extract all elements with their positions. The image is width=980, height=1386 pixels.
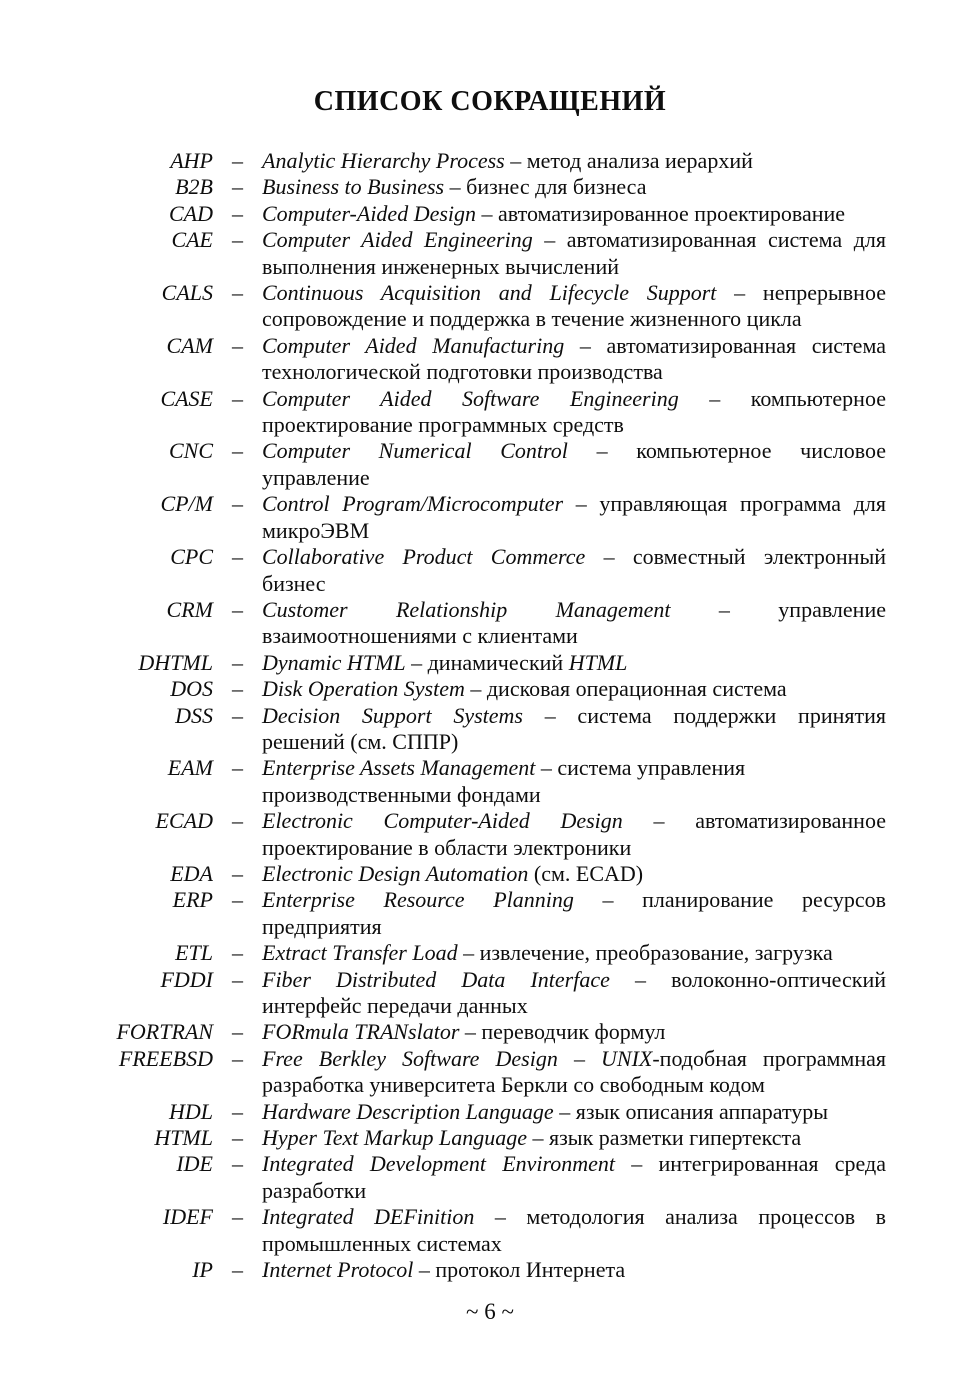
dash-separator: – — [232, 174, 243, 200]
dash-separator: – — [232, 702, 243, 728]
definition-russian-text: управление — [262, 464, 370, 490]
definition-russian-text: – методология анализа процессов в — [474, 1204, 886, 1230]
abbr-definition — [262, 940, 886, 966]
abbreviation-entry — [100, 280, 980, 333]
abbr-term: ETL — [175, 940, 213, 966]
dash-separator: – — [232, 1257, 243, 1283]
dash-separator: – — [232, 438, 243, 464]
abbr-term: CP/M — [160, 491, 213, 517]
abbr-definition — [262, 1046, 886, 1099]
definition-line — [262, 755, 886, 781]
dash-separator: – — [232, 1151, 243, 1177]
abbr-term: FDDI — [160, 966, 213, 992]
definition-english-text: Internet Protocol — [262, 1257, 414, 1283]
abbreviation-entry — [100, 650, 980, 676]
abbreviation-entry — [100, 333, 980, 386]
definition-english-text: HTML — [568, 649, 628, 675]
definition-english-text: Hardware Description Language — [262, 1098, 554, 1124]
definition-line — [262, 280, 886, 306]
definition-line — [262, 1125, 886, 1151]
definition-line — [262, 1151, 886, 1177]
definition-russian-text: технологической подготовки производства — [262, 359, 663, 385]
definition-russian-text: – автоматизированное — [622, 808, 886, 834]
definition-english-text: Business to Business — [262, 174, 445, 200]
definition-english-text: Computer Aided Engineering — [262, 227, 533, 253]
abbreviation-entry — [100, 1151, 980, 1204]
definition-line — [262, 1072, 886, 1098]
definition-russian-text: – извлечение, преобразование, загрузка — [457, 940, 833, 966]
abbr-term: EAM — [167, 755, 213, 781]
definition-line — [262, 386, 886, 412]
definition-line — [262, 940, 886, 966]
abbr-definition — [262, 703, 886, 756]
abbr-definition — [262, 1257, 886, 1283]
abbr-definition — [262, 386, 886, 439]
abbr-term: IDEF — [162, 1204, 213, 1230]
definition-russian-text: решений (см. СППР) — [262, 728, 459, 754]
abbreviation-entry — [100, 386, 980, 439]
definition-russian-text: – совместный электронный — [585, 544, 887, 570]
abbreviation-entry — [100, 755, 980, 808]
abbreviation-entry — [100, 1257, 980, 1283]
definition-english-text: Disk Operation System — [262, 676, 465, 702]
definition-russian-text: интерфейс передачи данных — [262, 993, 528, 1018]
definition-english-text: Computer Aided Manufacturing — [262, 332, 565, 358]
definition-line — [262, 1204, 886, 1230]
definition-line — [262, 148, 886, 174]
dash-separator: – — [232, 148, 243, 173]
definition-russian-text: – бизнес для бизнеса — [444, 174, 647, 200]
definition-russian-text: – непрерывное — [716, 280, 886, 306]
abbr-definition — [262, 1125, 886, 1151]
abbr-term: FORTRAN — [116, 1019, 213, 1045]
abbreviation-entry — [100, 1204, 980, 1257]
definition-line — [262, 1257, 886, 1283]
abbr-term: DOS — [170, 676, 213, 702]
definition-russian-text: – автоматизированное проектирование — [476, 200, 846, 226]
definition-line — [262, 518, 886, 544]
definition-russian-text: предприятия — [262, 913, 382, 939]
abbr-term: B2B — [175, 174, 213, 200]
dash-separator: – — [232, 940, 243, 966]
abbreviation-entry — [100, 544, 980, 597]
definition-english-text: Customer Relationship Management — [262, 596, 671, 622]
dash-separator: – — [232, 1098, 243, 1124]
definition-russian-text: – планирование ресурсов — [573, 887, 886, 913]
abbreviation-entry — [100, 438, 980, 491]
abbreviation-entry — [100, 861, 980, 887]
definition-russian-text: (см. ECAD) — [528, 860, 644, 886]
definition-english-text: Computer Numerical Control — [262, 438, 568, 464]
definition-russian-text: – автоматизированная система для — [532, 227, 886, 253]
abbreviation-entry — [100, 887, 980, 940]
dash-separator: – — [232, 649, 243, 675]
abbreviation-entry — [100, 1046, 980, 1099]
definition-line — [262, 174, 886, 200]
abbr-definition — [262, 333, 886, 386]
abbr-term: CASE — [160, 385, 213, 411]
dash-separator: – — [232, 227, 243, 253]
definition-english-text: Fiber Distributed Data Interface — [262, 966, 610, 992]
page-title: СПИСОК СОКРАЩЕНИЙ — [313, 86, 667, 117]
definition-line — [262, 808, 886, 834]
abbr-term: ERP — [172, 887, 213, 913]
abbr-definition — [262, 1099, 886, 1125]
abbreviation-entry — [100, 201, 980, 227]
abbr-term: AHP — [170, 148, 213, 173]
definition-russian-text: – язык описания аппаратуры — [553, 1098, 829, 1124]
definition-line — [262, 201, 886, 227]
definition-russian-text: – управление — [670, 596, 886, 622]
definition-line — [262, 967, 886, 993]
definition-line — [262, 835, 886, 861]
abbreviation-entry — [100, 148, 980, 174]
definition-line — [262, 676, 886, 702]
definition-russian-text: промышленных системах — [262, 1230, 502, 1256]
abbr-term: CAD — [169, 200, 213, 226]
definition-english-text: Continuous Acquisition and Lifecycle Support — [262, 280, 717, 306]
dash-separator: – — [232, 280, 243, 306]
definition-english-text: Electronic Design Automation — [262, 860, 529, 886]
abbreviation-entry — [100, 227, 980, 280]
dash-separator: – — [232, 887, 243, 913]
definition-english-text: Electronic Computer-Aided Design — [262, 808, 623, 834]
definition-line — [262, 1231, 886, 1257]
abbreviation-list — [100, 148, 980, 1283]
abbr-term: FREEBSD — [118, 1045, 213, 1071]
definition-line — [262, 333, 886, 359]
definition-russian-text: – язык разметки гипертекста — [527, 1125, 802, 1151]
definition-russian-text: бизнес — [262, 570, 326, 596]
definition-english-text: Free Berkley Software Design — [262, 1045, 558, 1071]
dash-separator: – — [232, 1019, 243, 1045]
definition-russian-text: выполнения инженерных вычислений — [262, 253, 619, 279]
definition-russian-text: разработки — [262, 1177, 367, 1203]
abbr-definition — [262, 174, 886, 200]
dash-separator: – — [232, 860, 243, 886]
definition-line — [262, 650, 886, 676]
definition-russian-text: – компьютерное числовое — [567, 438, 886, 464]
abbreviation-entry — [100, 174, 980, 200]
definition-english-text: Enterprise Resource Planning — [262, 887, 574, 913]
definition-russian-text: – система управления — [535, 755, 746, 781]
definition-line — [262, 359, 886, 385]
abbr-term: IDE — [176, 1151, 213, 1177]
abbreviation-entry — [100, 808, 980, 861]
definition-line — [262, 412, 886, 438]
definition-english-text: UNIX — [601, 1045, 653, 1071]
definition-line — [262, 914, 886, 940]
definition-line — [262, 1178, 886, 1204]
abbr-definition — [262, 887, 886, 940]
definition-line — [262, 597, 886, 623]
abbreviation-entry — [100, 597, 980, 650]
definition-english-text: FORmula TRANslator — [262, 1019, 460, 1045]
abbr-term: CNC — [168, 438, 213, 464]
definition-russian-text: – компьютерное — [678, 385, 886, 411]
abbr-term: HTML — [154, 1125, 213, 1151]
definition-english-text: Dynamic HTML — [262, 649, 406, 675]
definition-russian-text: – переводчик формул — [459, 1019, 666, 1045]
page-number: ~ 6 ~ — [466, 1299, 514, 1325]
definition-line — [262, 729, 886, 755]
definition-english-text: Collaborative Product Commerce — [262, 544, 586, 570]
dash-separator: – — [232, 596, 243, 622]
abbr-term: CAM — [166, 332, 213, 358]
definition-english-text: Hyper Text Markup Language — [262, 1125, 527, 1151]
definition-line — [262, 1019, 886, 1045]
definition-english-text: Decision Support Systems — [262, 702, 523, 728]
definition-russian-text: – — [557, 1045, 602, 1071]
dash-separator: – — [232, 332, 243, 358]
definition-english-text: Analytic Hierarchy Process — [262, 148, 505, 173]
definition-english-text: Integrated Development Environment — [262, 1151, 616, 1177]
abbr-definition — [262, 148, 886, 174]
definition-russian-text: разработка университета Беркли со свободным кодом — [262, 1072, 765, 1098]
abbr-definition — [262, 1204, 886, 1257]
abbr-definition — [262, 201, 886, 227]
abbr-term: DSS — [175, 702, 213, 728]
abbr-definition — [262, 755, 886, 808]
dash-separator: – — [232, 491, 243, 517]
definition-russian-text: проектирование в области электроники — [262, 834, 632, 860]
abbr-definition — [262, 280, 886, 333]
abbr-definition — [262, 808, 886, 861]
definition-line — [262, 703, 886, 729]
definition-line — [262, 544, 886, 570]
definition-english-text: Control Program/Microcomputer — [262, 491, 564, 517]
definition-russian-text: – волоконно-оптический — [609, 966, 886, 992]
abbreviation-entry — [100, 1099, 980, 1125]
definition-line — [262, 254, 886, 280]
definition-english-text: Computer Aided Software Engineering — [262, 385, 679, 411]
abbr-definition — [262, 438, 886, 491]
abbr-definition — [262, 861, 886, 887]
abbr-definition — [262, 676, 886, 702]
dash-separator: – — [232, 676, 243, 702]
dash-separator: – — [232, 544, 243, 570]
abbreviation-entry — [100, 967, 980, 1020]
abbr-definition — [262, 967, 886, 1020]
definition-russian-text: производственными фондами — [262, 781, 541, 807]
definition-russian-text: – динамический — [405, 649, 569, 675]
dash-separator: – — [232, 1045, 243, 1071]
definition-russian-text: -подобная программная — [652, 1045, 886, 1071]
definition-russian-text: – метод анализа иерархий — [504, 148, 753, 173]
dash-separator: – — [232, 755, 243, 781]
dash-separator: – — [232, 385, 243, 411]
definition-russian-text: – управляющая программа для — [563, 491, 886, 517]
abbr-definition — [262, 1151, 886, 1204]
abbr-definition — [262, 650, 886, 676]
definition-line — [262, 306, 886, 332]
abbreviation-entry — [100, 703, 980, 756]
definition-line — [262, 438, 886, 464]
abbr-term: HDL — [168, 1098, 213, 1124]
abbr-definition — [262, 597, 886, 650]
abbr-term: DHTML — [138, 649, 213, 675]
abbr-term: CAE — [171, 227, 213, 253]
definition-line — [262, 1046, 886, 1072]
definition-line — [262, 227, 886, 253]
abbr-term: CRM — [166, 596, 213, 622]
definition-russian-text: сопровождение и поддержка в течение жизненного цикла — [262, 306, 802, 332]
definition-english-text: Enterprise Assets Management — [262, 755, 536, 781]
abbr-definition — [262, 1019, 886, 1045]
dash-separator: – — [232, 200, 243, 226]
definition-line — [262, 1099, 886, 1125]
definition-russian-text: проектирование программных средств — [262, 412, 624, 438]
abbr-term: CPC — [170, 544, 213, 570]
dash-separator: – — [232, 808, 243, 834]
abbr-term: ECAD — [155, 808, 213, 834]
dash-separator: – — [232, 966, 243, 992]
definition-english-text: Extract Transfer Load — [262, 940, 458, 966]
definition-line — [262, 491, 886, 517]
definition-russian-text: взаимоотношениями с клиентами — [262, 623, 578, 649]
definition-line — [262, 623, 886, 649]
definition-russian-text: – система поддержки принятия — [522, 702, 886, 728]
definition-english-text: Computer-Aided Design — [262, 200, 477, 226]
definition-russian-text: микроЭВМ — [262, 517, 370, 543]
definition-line — [262, 861, 886, 887]
definition-english-text: Integrated DEFinition — [262, 1204, 475, 1230]
definition-line — [262, 571, 886, 597]
abbr-term: EDA — [170, 860, 213, 886]
abbr-term: IP — [192, 1257, 213, 1283]
definition-russian-text: – интегрированная среда — [615, 1151, 886, 1177]
abbr-term: CALS — [161, 280, 213, 306]
abbreviation-entry — [100, 676, 980, 702]
dash-separator: – — [232, 1204, 243, 1230]
definition-line — [262, 887, 886, 913]
definition-line — [262, 465, 886, 491]
abbreviation-entry — [100, 1125, 980, 1151]
abbreviation-entry — [100, 1019, 980, 1045]
abbr-definition — [262, 544, 886, 597]
abbr-definition — [262, 491, 886, 544]
definition-line — [262, 993, 886, 1019]
definition-russian-text: – дисковая операционная система — [464, 676, 787, 702]
abbr-definition — [262, 227, 886, 280]
abbreviation-entry — [100, 491, 980, 544]
definition-line — [262, 782, 886, 808]
abbreviation-entry — [100, 940, 980, 966]
dash-separator: – — [232, 1125, 243, 1151]
definition-russian-text: – протокол Интернета — [413, 1257, 626, 1283]
definition-russian-text: – автоматизированная система — [564, 332, 886, 358]
